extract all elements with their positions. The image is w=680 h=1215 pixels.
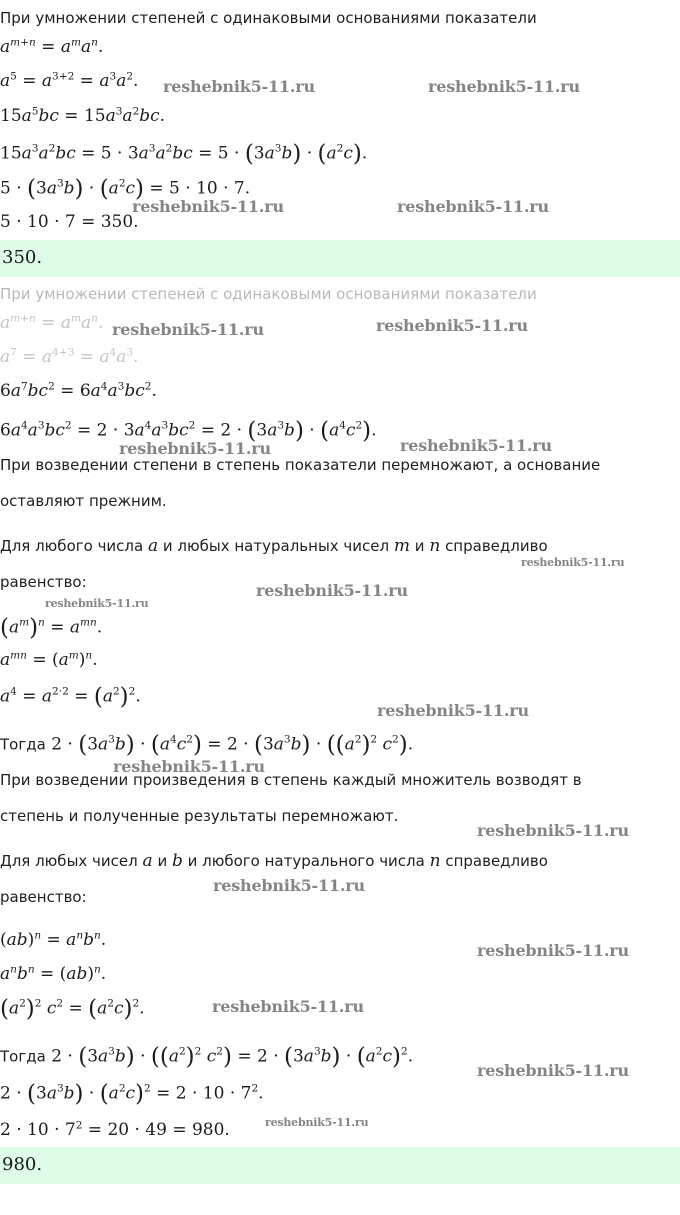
watermark: reshebnik5-11.ru: [477, 1061, 629, 1080]
formula-a5-split: $a^5 = a^{3+2} = a^3a^2$.: [0, 70, 139, 91]
formula-6a7bc2: $6a^7bc^2 = 6a^4a^3bc^2$.: [0, 380, 157, 401]
definition-text-part: и любых натуральных чисел: [162, 537, 390, 555]
watermark: reshebnik5-11.ru: [428, 77, 580, 96]
formula-result-980: $2 \cdot 10 \cdot 7^2 = 20 \cdot 49 = 980$.: [0, 1119, 230, 1140]
definition-any-a-b: Для любых чисел a и b и любого натурального числа n справедливо: [0, 851, 548, 871]
definition-text-part: справедливо: [445, 537, 548, 555]
formula-substitution-2: $2 \cdot (3a^3b) \cdot (a^2c)^2 = 2 \cdot 10 \cdot 7^2$.: [0, 1081, 264, 1107]
formula-then-substitution-1: Тогда $2 \cdot (3a^3b) \cdot (a^4c^2) = 2 \cdot (3a^3b) \cdot ((a^2)^2$ $c^2$).: [0, 732, 414, 758]
watermark: reshebnik5-11.ru: [521, 556, 625, 569]
definition-text-part: Для любых чисел: [0, 852, 138, 870]
formula-a2-c2: $(a^2)^2$ $c^2 = (a^2c)^2$.: [0, 996, 145, 1022]
then-label: Тогда: [0, 1047, 46, 1066]
formula-product-of-powers: $a^{m+n} = a^ma^n$.: [0, 36, 104, 57]
watermark: reshebnik5-11.ru: [377, 701, 529, 720]
definition-any-a-m-n: Для любого числа a и любых натуральных чисел m и n справедливо: [0, 536, 548, 556]
rule-power-of-product-line2: степень и полученные результаты перемножают.: [0, 807, 399, 825]
watermark: reshebnik5-11.ru: [213, 876, 365, 895]
rule-power-of-power-line1: При возведении степени в степень показатели перемножают, а основание: [0, 456, 601, 474]
watermark: reshebnik5-11.ru: [400, 436, 552, 455]
definition-text-part: и: [157, 852, 168, 870]
formula-factorization: $15a^3a^2bc = 5 \cdot 3a^3a^2bc = 5 \cdot (3a^3b) \cdot (a^2c)$.: [0, 141, 368, 167]
watermark: reshebnik5-11.ru: [119, 439, 271, 458]
rule-same-base-text-2: При умножении степеней с одинаковыми основаниями показатели: [0, 285, 537, 303]
watermark: reshebnik5-11.ru: [477, 821, 629, 840]
watermark: reshebnik5-11.ru: [45, 597, 149, 610]
formula-power-of-product: $(ab)^n = a^nb^n$.: [0, 929, 107, 950]
formula-power-of-power: $(a^m)^n = a^{mn}$.: [0, 615, 103, 641]
definition-text-part: и: [414, 537, 425, 555]
watermark: reshebnik5-11.ru: [397, 197, 549, 216]
watermark: reshebnik5-11.ru: [112, 320, 264, 339]
answer-box-1: [0, 240, 680, 277]
watermark: reshebnik5-11.ru: [256, 581, 408, 600]
formula-result-350: 5 · 10 · 7 = 350.: [0, 212, 139, 232]
equality-label-2: равенство:: [0, 888, 87, 906]
formula-then-substitution-2: Тогда $2 \cdot (3a^3b) \cdot ((a^2)^2$ $c^2) = 2 \cdot (3a^3b) \cdot (a^2c)^2$.: [0, 1044, 414, 1070]
watermark: reshebnik5-11.ru: [376, 316, 528, 335]
then-label: Тогда: [0, 735, 46, 754]
watermark: reshebnik5-11.ru: [132, 197, 284, 216]
rule-same-base-text: При умножении степеней с одинаковыми основаниями показатели: [0, 9, 537, 27]
formula-a4: $a^4 = a^{2\cdot 2} = (a^2)^2$.: [0, 684, 141, 710]
formula-product-of-powers-2: $a^{m+n} = a^ma^n$.: [0, 312, 104, 333]
formula-substitution: $5 \cdot (3a^3b) \cdot (a^2c) = 5 \cdot 10 \cdot 7$.: [0, 176, 251, 202]
answer-1: 350.: [2, 247, 43, 268]
watermark: reshebnik5-11.ru: [163, 77, 315, 96]
answer-box-2: [0, 1147, 680, 1184]
formula-15a5bc: $15a^5bc = 15a^3a^2bc$.: [0, 105, 166, 126]
definition-text-part: и любого натурального числа: [187, 852, 425, 870]
answer-2: 980.: [2, 1154, 43, 1175]
formula-power-of-power-reverse: $a^{mn} = (a^m)^n$.: [0, 649, 98, 670]
watermark: reshebnik5-11.ru: [265, 1116, 369, 1129]
equality-label-1: равенство:: [0, 573, 87, 591]
rule-power-of-product-line1: При возведении произведения в степень каждый множитель возводят в: [0, 771, 582, 789]
watermark: reshebnik5-11.ru: [113, 757, 265, 776]
formula-power-of-product-reverse: $a^nb^n = (ab)^n$.: [0, 963, 107, 984]
definition-text-part: справедливо: [445, 852, 548, 870]
rule-power-of-power-line2: оставляют прежним.: [0, 492, 167, 510]
watermark: reshebnik5-11.ru: [477, 941, 629, 960]
formula-factorization-2: $6a^4a^3bc^2 = 2 \cdot 3a^4a^3bc^2 = 2 \cdot (3a^3b) \cdot (a^4c^2)$.: [0, 418, 377, 444]
watermark: reshebnik5-11.ru: [212, 997, 364, 1016]
formula-a7-split: $a^7 = a^{4+3} = a^4a^3$.: [0, 346, 139, 367]
definition-text-part: Для любого числа: [0, 537, 144, 555]
